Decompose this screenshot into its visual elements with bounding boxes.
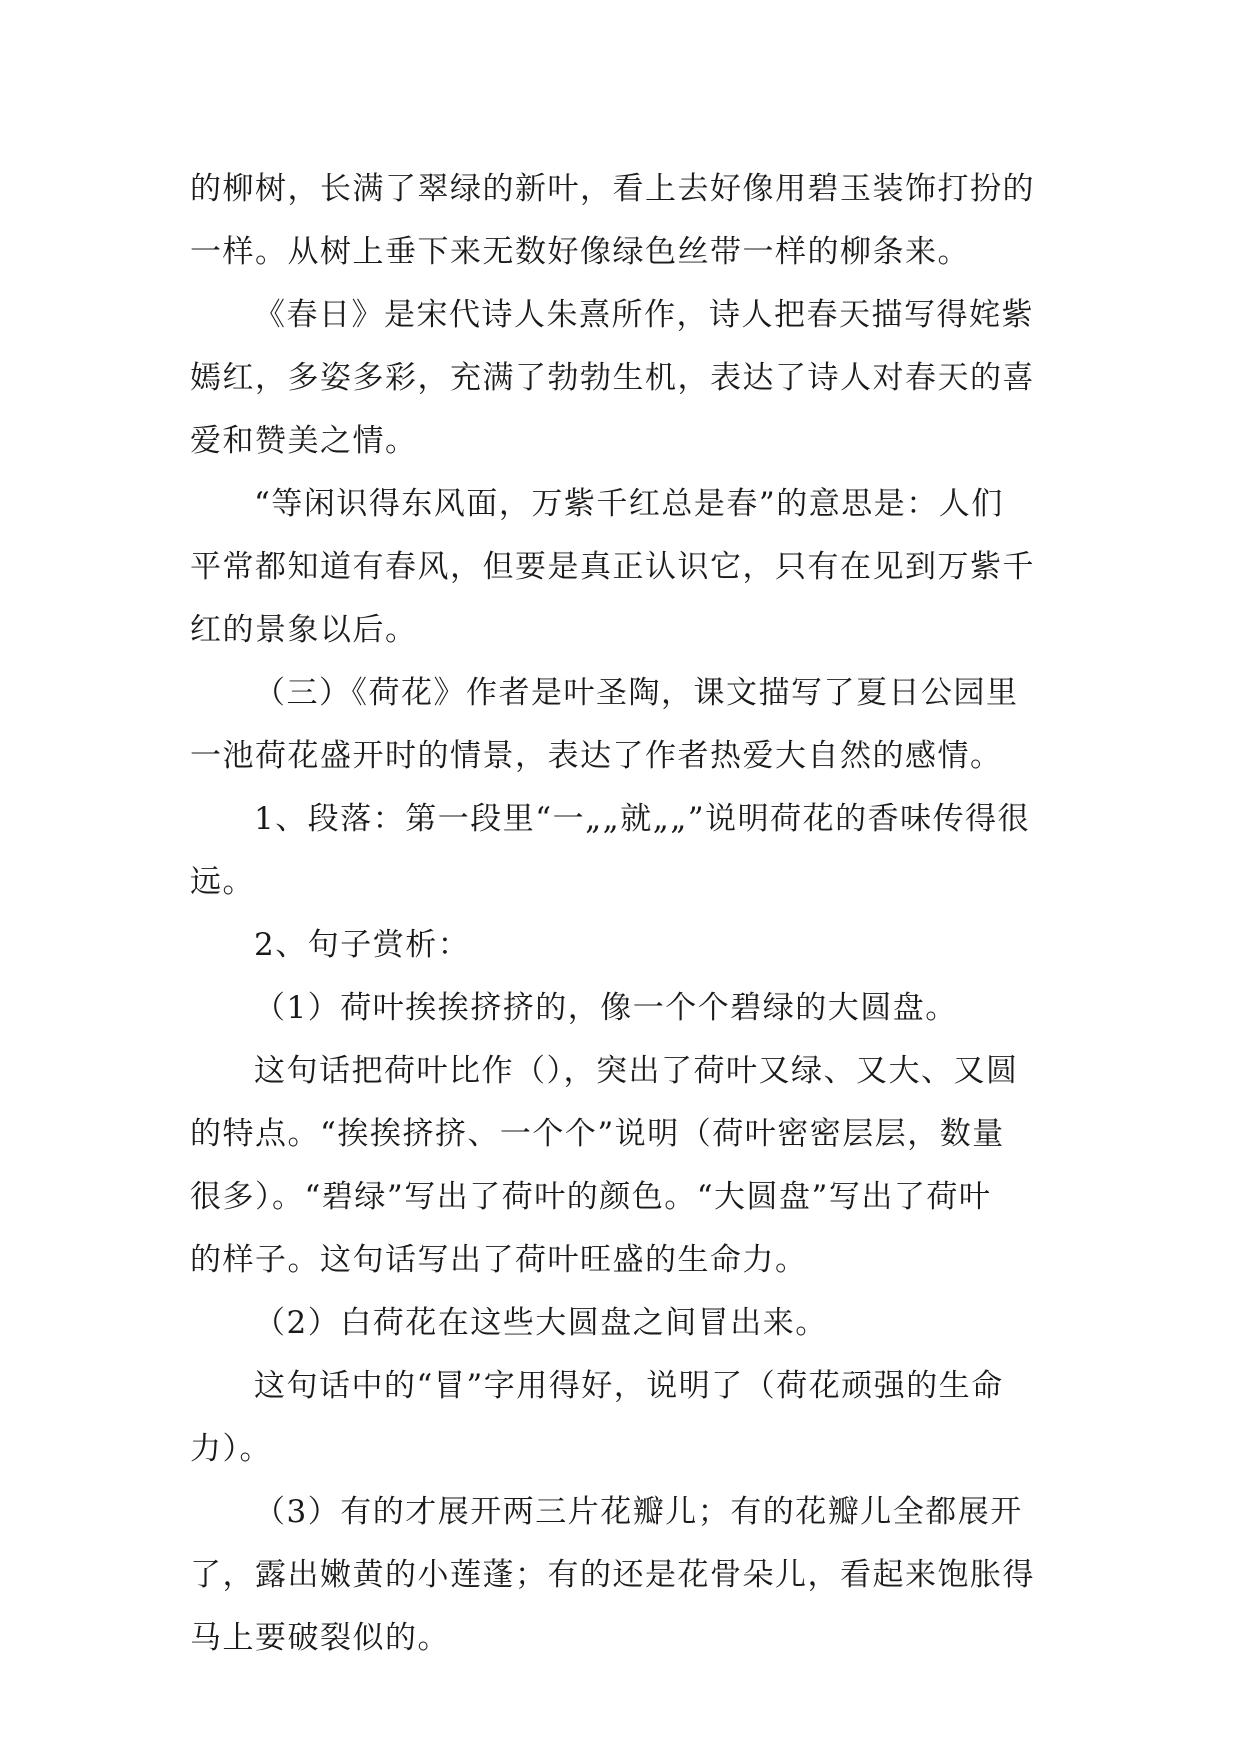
text-line: （1）荷叶挨挨挤挤的，像一个个碧绿的大圆盘。: [254, 990, 958, 1026]
text-line: 嫣红，多姿多彩，充满了勃勃生机，表达了诗人对春天的喜: [190, 360, 1035, 396]
text-line: 1、段落：第一段里“一„„就„„”说明荷花的香味传得很: [254, 801, 1031, 837]
text-line: 了，露出嫩黄的小莲蓬；有的还是花骨朵儿，看起来饱胀得: [190, 1557, 1035, 1593]
text-line: 的特点。“挨挨挤挤、一个个”说明（荷叶密密层层，数量: [190, 1116, 1005, 1152]
text-line: 很多）。“碧绿”写出了荷叶的颜色。“大圆盘”写出了荷叶: [190, 1179, 992, 1215]
text-line: 《春日》是宋代诗人朱熹所作，诗人把春天描写得姹紫: [254, 297, 1034, 333]
text-line: 远。: [190, 864, 255, 900]
text-line: （2）白荷花在这些大圆盘之间冒出来。: [254, 1305, 828, 1341]
text-line: 红的景象以后。: [190, 612, 418, 648]
text-line: （3）有的才展开两三片花瓣儿；有的花瓣儿全都展开: [254, 1494, 1023, 1530]
text-line: 的柳树，长满了翠绿的新叶，看上去好像用碧玉装饰打扮的: [190, 171, 1035, 207]
document-page: [190, 158, 1055, 1670]
text-line: 爱和赞美之情。: [190, 423, 418, 459]
text-line: 平常都知道有春风，但要是真正认识它，只有在见到万紫千: [190, 549, 1035, 585]
text-line: 力）。: [190, 1431, 272, 1467]
text-line: 这句话中的“冒”字用得好，说明了（荷花顽强的生命: [254, 1368, 1004, 1404]
text-line: （三）《荷花》作者是叶圣陶，课文描写了夏日公园里: [254, 675, 1019, 711]
text-line: 的样子。这句话写出了荷叶旺盛的生命力。: [190, 1242, 808, 1278]
text-line: 2、句子赏析：: [254, 927, 471, 963]
text-line: 一样。从树上垂下来无数好像绿色丝带一样的柳条来。: [190, 234, 970, 270]
text-line: “等闲识得东风面，万紫千红总是春”的意思是：人们: [254, 486, 1004, 522]
document-body: [190, 158, 1055, 1670]
text-line: 这句话把荷叶比作（），突出了荷叶又绿、又大、又圆: [254, 1053, 1019, 1089]
text-line: 马上要破裂似的。: [190, 1620, 450, 1656]
text-line: 一池荷花盛开时的情景，表达了作者热爱大自然的感情。: [190, 738, 1003, 774]
